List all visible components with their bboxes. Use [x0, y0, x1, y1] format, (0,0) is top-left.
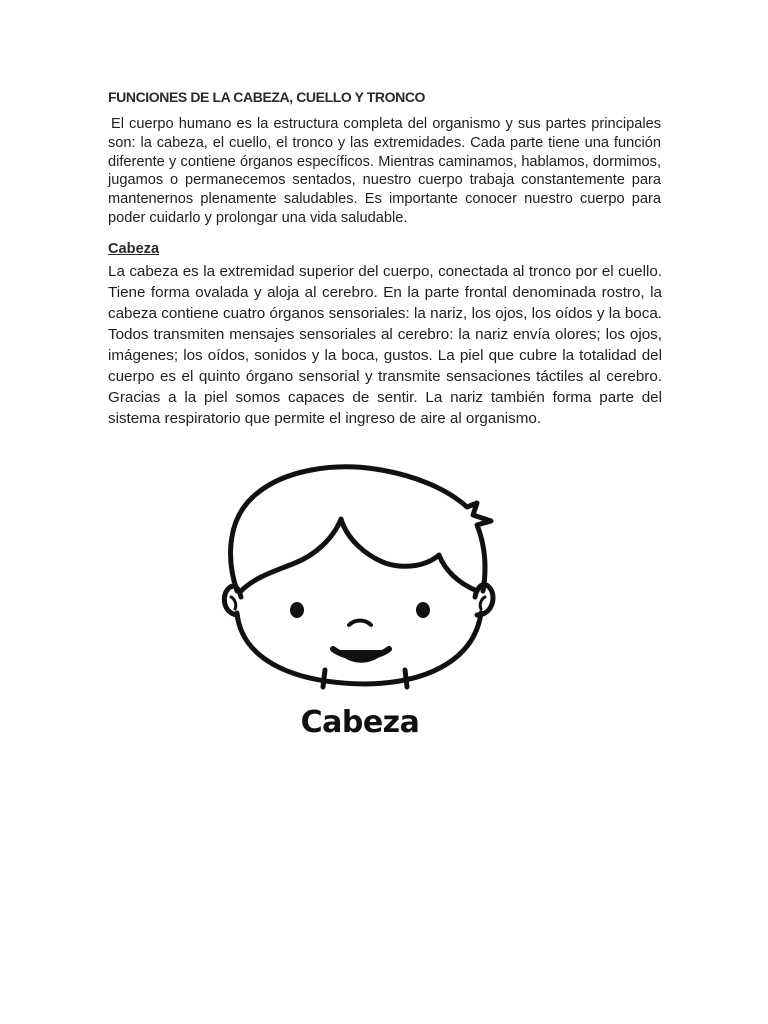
- intro-text: El cuerpo humano es la estructura completa del organismo y sus partes principales son: la cabeza, el cuello, el tronco y las extremidades. Cada parte tiene una función diferente y contiene órganos específicos. Mientras caminamos, hablamos, dormimos, jugamos o permanecemos sentados, nuestro cuerpo trabaja constantemente para mantenernos plenamente saludables. Es importante conocer nuestro cuerpo para poder cuidarlo y prolongar una vida saludable.: [108, 116, 661, 226]
- section-heading-cabeza: Cabeza: [108, 241, 160, 257]
- illustration-caption: Cabeza: [300, 705, 420, 740]
- section-body-cabeza: La cabeza es la extremidad superior del cuerpo, conectada al tronco por el cuello. Tiene forma ovalada y aloja al cerebro. En la parte frontal denominada rostro, la cabeza contiene cuatro órganos sensoriales: la nariz, los ojos, los oídos y la boca. Todos transmiten mensajes sensoriales al cerebro: la nariz envía olores; los ojos, imágenes; los oídos, sonidos y la boca, gustos. La piel que cubre la totalidad del cuerpo es el quinto órgano sensorial y transmite sensaciones táctiles al cerebro. Gracias a la piel somos capaces de sentir. La nariz también forma parte del sistema respiratorio que permite el ingreso de aire al organismo.: [108, 263, 662, 427]
- document-title: FUNCIONES DE LA CABEZA, CUELLO Y TRONCO: [108, 89, 426, 105]
- intro-paragraph: [108, 115, 661, 228]
